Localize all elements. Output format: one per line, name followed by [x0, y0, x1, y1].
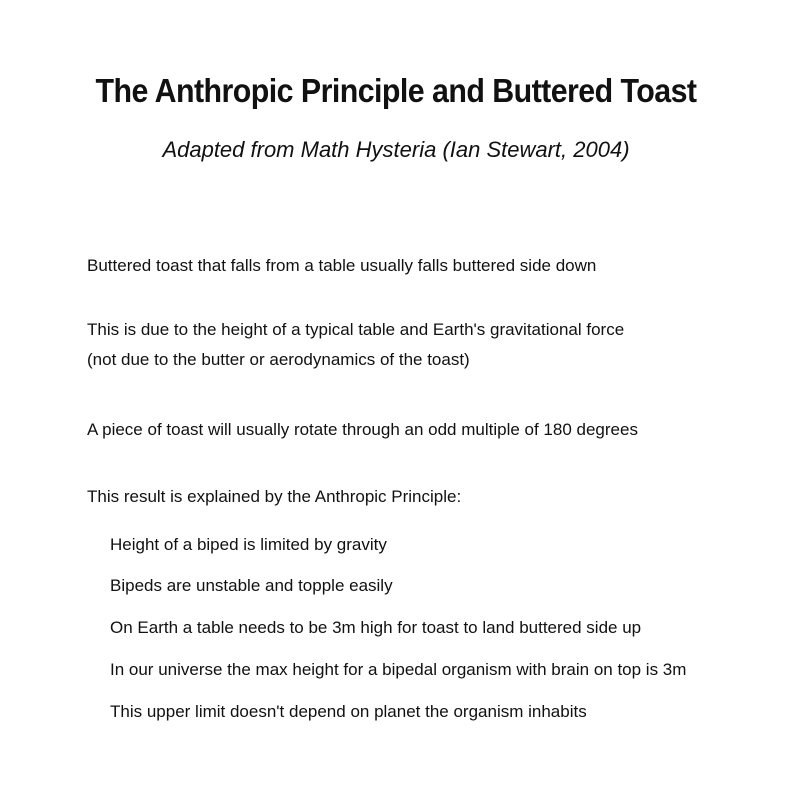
point-table-height: On Earth a table needs to be 3m high for toast to land buttered side up	[110, 618, 642, 637]
document-subtitle: Adapted from Math Hysteria (Ian Stewart, 2004)	[162, 137, 630, 162]
paragraph-rotation: A piece of toast will usually rotate through an odd multiple of 180 degrees	[87, 420, 638, 439]
paragraph-anthropic-intro: This result is explained by the Anthropic Principle:	[87, 487, 462, 506]
paragraph-not-butter: (not due to the butter or aerodynamics of the toast)	[87, 350, 470, 369]
point-bipeds-unstable: Bipeds are unstable and topple easily	[110, 576, 393, 595]
document-title: The Anthropic Principle and Buttered Toast	[95, 72, 697, 109]
paragraph-height-gravity: This is due to the height of a typical table and Earth's gravitational force	[87, 320, 625, 339]
point-max-height: In our universe the max height for a bipedal organism with brain on top is 3m	[110, 660, 687, 679]
point-biped-height: Height of a biped is limited by gravity	[110, 535, 387, 554]
point-upper-limit: This upper limit doesn't depend on planet the organism inhabits	[110, 702, 587, 721]
paragraph-toast-falls: Buttered toast that falls from a table usually falls buttered side down	[87, 256, 597, 275]
